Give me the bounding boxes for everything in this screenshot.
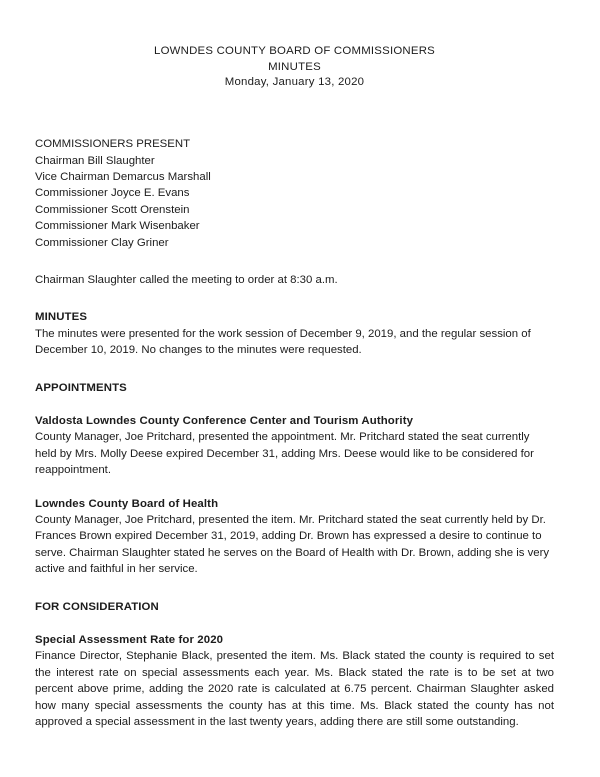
- consideration-item-body: Finance Director, Stephanie Black, presented the item. Ms. Black stated the county is required to set the interest rate on special assessments each year. Ms. Black stated the rate is to be set at two percent above prime, adding the 2020 rate is calculated at 6.75 percent. Chairman Slaughter asked how many special assessments the county has at this time. Ms. Black stated the county has not approved a special assessment in the last twenty years, adding there are still some outstanding.: [35, 650, 554, 729]
- commissioners-present-heading: COMMISSIONERS PRESENT: [35, 138, 191, 151]
- minutes-heading: MINUTES: [35, 311, 88, 324]
- commissioner-entry: Commissioner Clay Griner: [35, 236, 169, 249]
- appointment-item-title: Lowndes County Board of Health: [35, 497, 219, 510]
- consideration-item-title: Special Assessment Rate for 2020: [35, 634, 224, 647]
- call-to-order-section: [35, 272, 554, 288]
- document-content: [35, 44, 554, 730]
- document-date: Monday, January 13, 2020: [224, 76, 365, 89]
- commissioner-entry: Chairman Bill Slaughter: [35, 154, 155, 167]
- commissioner-entry: Commissioner Joyce E. Evans: [35, 187, 190, 200]
- minutes-body: The minutes were presented for the work session of December 9, 2019, and the regular session of December 10, 2019. No changes to the minutes were requested.: [35, 327, 531, 357]
- call-to-order-text: Chairman Slaughter called the meeting to order at 8:30 a.m.: [35, 273, 338, 286]
- document-header: [35, 44, 554, 91]
- consideration-item: [35, 632, 554, 730]
- for-consideration-heading: FOR CONSIDERATION: [35, 600, 159, 613]
- appointment-item-body: County Manager, Joe Pritchard, presented the appointment. Mr. Pritchard stated the seat currently held by Mrs. Molly Deese expired December 31, adding Mrs. Deese would like to be considered for reappointment.: [35, 431, 534, 477]
- document-title: LOWNDES COUNTY BOARD OF COMMISSIONERS: [154, 45, 435, 57]
- commissioner-entry: Vice Chairman Demarcus Marshall: [35, 170, 211, 183]
- appointment-item-title: Valdosta Lowndes County Conference Center and Tourism Authority: [35, 414, 414, 427]
- minutes-section: [35, 309, 554, 358]
- for-consideration-section: [35, 599, 554, 731]
- document-subtitle: MINUTES: [268, 60, 321, 73]
- appointment-item-body: County Manager, Joe Pritchard, presented the item. Mr. Pritchard stated the seat currently held by Dr. Frances Brown expired December 31, 2019, adding Dr. Brown has expressed a desire to continue to serve. Chairman Slaughter stated he serves on the Board of Health with Dr. Brown, adding she is very active and faithful in her service.: [35, 514, 550, 576]
- commissioner-entry: Commissioner Scott Orenstein: [35, 203, 190, 216]
- appointments-section: [35, 380, 554, 578]
- commissioners-present-section: [35, 136, 554, 251]
- commissioner-entry: Commissioner Mark Wisenbaker: [35, 220, 200, 233]
- appointment-item: [35, 496, 554, 578]
- appointment-item: [35, 413, 554, 479]
- appointments-heading: APPOINTMENTS: [35, 381, 127, 394]
